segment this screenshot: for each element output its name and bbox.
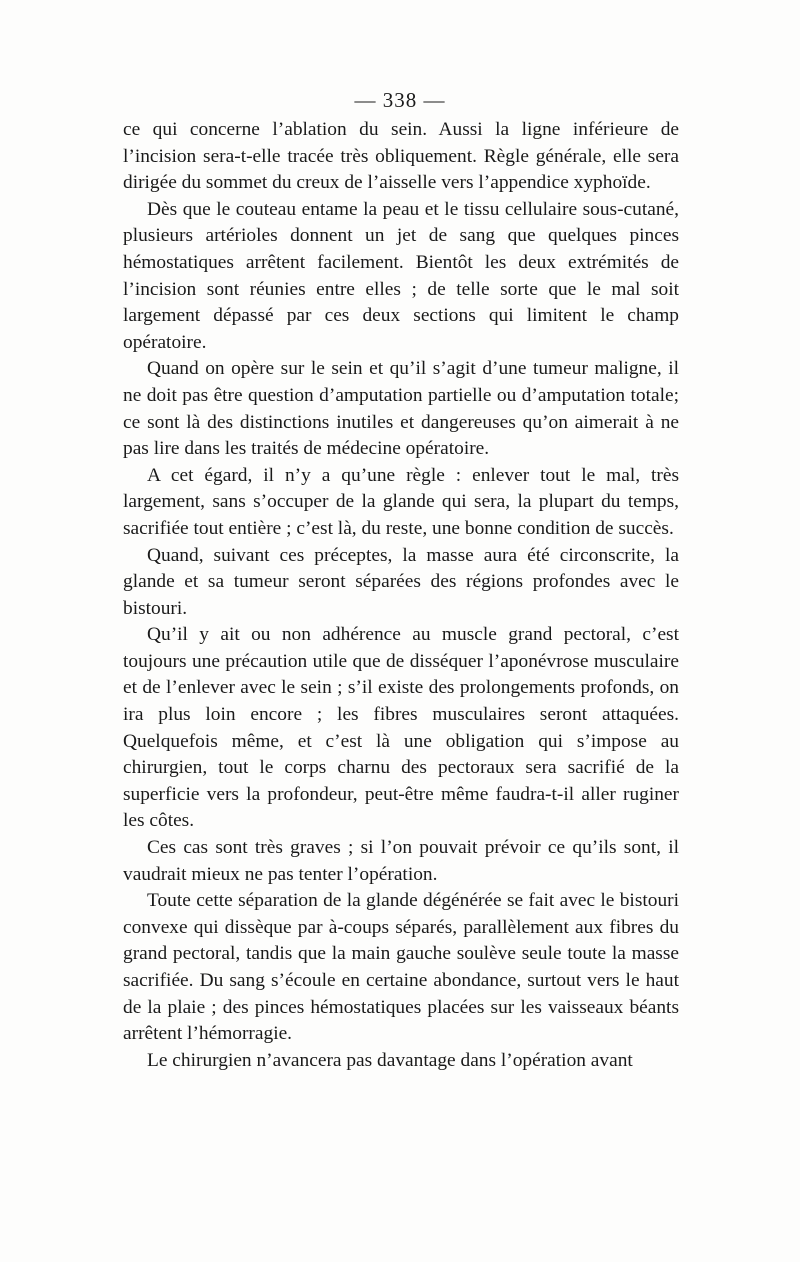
paragraph: Ces cas sont très graves ; si l’on pouvait prévoir ce qu’ils sont, il vaudrait mieux ne pas tenter l’opération. bbox=[123, 837, 679, 885]
paragraph: Le chirurgien n’avancera pas davantage dans l’opération avant bbox=[147, 1049, 633, 1071]
paragraph: A cet égard, il n’y a qu’une règle : enlever tout le mal, très largement, sans s’occuper de la glande qui sera, la plupart du temps, sacrifiée tout entière ; c’est là, du reste, une bonne condition de succès. bbox=[123, 464, 679, 539]
paragraph: Toute cette séparation de la glande dégénérée se fait avec le bistouri convexe qui dissèque par à-coups séparés, parallèlement aux fibres du grand pectoral, tandis que la main gauche soulève seule toute la masse sacrifiée. Du sang s’écoule en certaine abondance, surtout vers le haut de la plaie ; des pinces hémostatiques placées sur les vaisseaux béants arrêtent l’hémorragie. bbox=[123, 890, 679, 1045]
body-text bbox=[123, 117, 679, 1074]
paragraph: Qu’il y ait ou non adhérence au muscle grand pectoral, c’est toujours une précaution utile que de disséquer l’aponévrose musculaire et de l’enlever avec le sein ; s’il existe des prolongements profonds, on ira plus loin encore ; les fibres musculaires seront attaquées. Quelquefois même, et c’est là une obligation qui s’impose au chirurgien, tout le corps charnu des pectoraux sera sacrifié de la superficie vers la profondeur, peut-être même faudra-t-il aller ruginer les côtes. bbox=[123, 624, 679, 832]
page-number: — 338 — bbox=[354, 88, 446, 112]
paragraph: ce qui concerne l’ablation du sein. Aussi la ligne inférieure de l’incision sera-t-elle tracée très obliquement. Règle générale, elle sera dirigée du sommet du creux de l’aisselle vers l’appendice xyphoïde. bbox=[123, 119, 679, 194]
paragraph: Quand on opère sur le sein et qu’il s’agit d’une tumeur maligne, il ne doit pas être question d’amputation partielle ou d’amputation totale; ce sont là des distinctions inutiles et dangereuses qu’on aimerait à ne pas lire dans les traités de médecine opératoire. bbox=[123, 358, 679, 460]
paragraph: Quand, suivant ces préceptes, la masse aura été circonscrite, la glande et sa tumeur seront séparées des régions profondes avec le bistouri. bbox=[123, 544, 679, 619]
paragraph: Dès que le couteau entame la peau et le tissu cellulaire sous-cutané, plusieurs artérioles donnent un jet de sang que quelques pinces hémostatiques arrêtent facilement. Bientôt les deux extrémités de l’incision sont réunies entre elles ; de telle sorte que le mal soit largement dépassé par ces deux sections qui limitent le champ opératoire. bbox=[123, 198, 679, 353]
